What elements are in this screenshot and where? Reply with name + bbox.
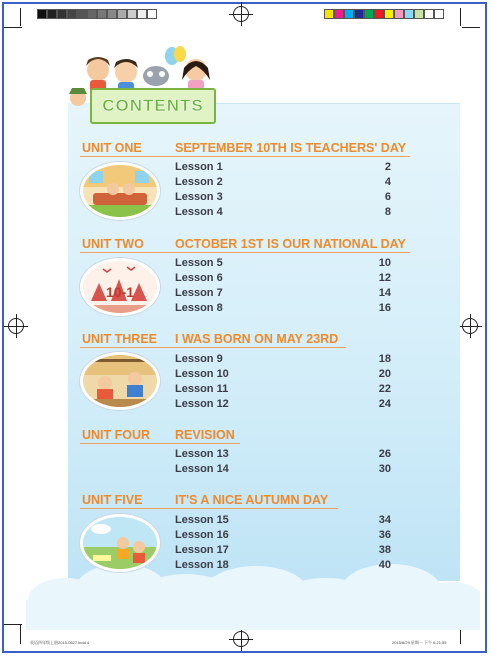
lesson-name: Lesson 12 <box>175 398 229 410</box>
unit-title: I WAS BORN ON MAY 23RD <box>175 332 339 346</box>
unit-illustration <box>80 162 160 220</box>
unit-title: REVISION <box>175 428 235 442</box>
print-slug-right: 2015/6/29 星期一 下午 6:21:55 <box>392 640 447 645</box>
lesson-page-number: 10 <box>378 257 391 269</box>
clouds-decoration <box>26 560 480 630</box>
lesson-page-number: 18 <box>378 353 391 365</box>
unit-label: UNIT THREE <box>82 332 157 346</box>
crop-mark <box>460 8 461 26</box>
lesson-page-number: 6 <box>384 191 391 203</box>
crop-mark <box>462 27 480 28</box>
grayscale-registration-strip <box>37 9 157 19</box>
unit-label: UNIT TWO <box>82 237 144 251</box>
lesson-name: Lesson 15 <box>175 514 229 526</box>
lesson-name: Lesson 7 <box>175 287 223 299</box>
unit-label: UNIT FIVE <box>82 493 143 507</box>
lesson-page-number: 2 <box>384 161 391 173</box>
unit-illustration <box>80 352 160 410</box>
print-slug-left: 英语四年级上册2015-0627.indd 4 <box>30 640 90 645</box>
lesson-name: Lesson 13 <box>175 448 229 460</box>
lesson-name: Lesson 16 <box>175 529 229 541</box>
color-registration-strip <box>324 9 444 19</box>
lesson-page-number: 14 <box>378 287 391 299</box>
unit-illustration <box>80 258 160 316</box>
lesson-page-number: 16 <box>378 302 391 314</box>
lesson-page-number: 22 <box>378 383 391 395</box>
unit-label: UNIT FOUR <box>82 428 151 442</box>
lesson-name: Lesson 10 <box>175 368 229 380</box>
unit-divider <box>80 252 410 253</box>
crop-mark <box>4 624 22 625</box>
lesson-name: Lesson 11 <box>175 383 229 395</box>
contents-title-banner <box>90 88 216 124</box>
lesson-name: Lesson 9 <box>175 353 223 365</box>
lesson-page-number: 4 <box>384 176 391 188</box>
lesson-name: Lesson 14 <box>175 463 229 475</box>
lesson-name: Lesson 5 <box>175 257 223 269</box>
crop-mark <box>20 624 21 644</box>
registration-target-icon <box>233 631 249 647</box>
registration-target-icon <box>8 318 24 334</box>
crop-mark <box>20 8 21 26</box>
unit-illustration <box>80 514 160 572</box>
registration-target-icon <box>462 318 478 334</box>
unit-divider <box>80 347 346 348</box>
lesson-name: Lesson 3 <box>175 191 223 203</box>
svg-text:10-1: 10-1 <box>105 284 135 300</box>
unit-divider <box>80 156 410 157</box>
unit-title: SEPTEMBER 10TH IS TEACHERS' DAY <box>175 141 407 155</box>
lesson-name: Lesson 2 <box>175 176 223 188</box>
page-title: CONTENTS <box>102 96 204 115</box>
lesson-name: Lesson 17 <box>175 544 229 556</box>
lesson-page-number: 34 <box>378 514 391 526</box>
lesson-name: Lesson 8 <box>175 302 223 314</box>
lesson-name: Lesson 1 <box>175 161 223 173</box>
lesson-page-number: 30 <box>378 463 391 475</box>
header-rule <box>216 103 460 104</box>
lesson-page-number: 8 <box>384 206 391 218</box>
lesson-page-number: 40 <box>378 559 391 571</box>
lesson-page-number: 24 <box>378 398 391 410</box>
lesson-page-number: 26 <box>378 448 391 460</box>
unit-divider <box>80 443 240 444</box>
lesson-name: Lesson 6 <box>175 272 223 284</box>
registration-target-icon <box>233 6 249 22</box>
lesson-page-number: 20 <box>378 368 391 380</box>
lesson-page-number: 12 <box>378 272 391 284</box>
crop-mark <box>4 27 22 28</box>
lesson-page-number: 38 <box>378 544 391 556</box>
lesson-name: Lesson 18 <box>175 559 229 571</box>
lesson-page-number: 36 <box>378 529 391 541</box>
unit-title: IT'S A NICE AUTUMN DAY <box>175 493 329 507</box>
unit-divider <box>80 508 338 509</box>
lesson-name: Lesson 4 <box>175 206 223 218</box>
unit-title: OCTOBER 1ST IS OUR NATIONAL DAY <box>175 237 406 251</box>
unit-label: UNIT ONE <box>82 141 142 155</box>
